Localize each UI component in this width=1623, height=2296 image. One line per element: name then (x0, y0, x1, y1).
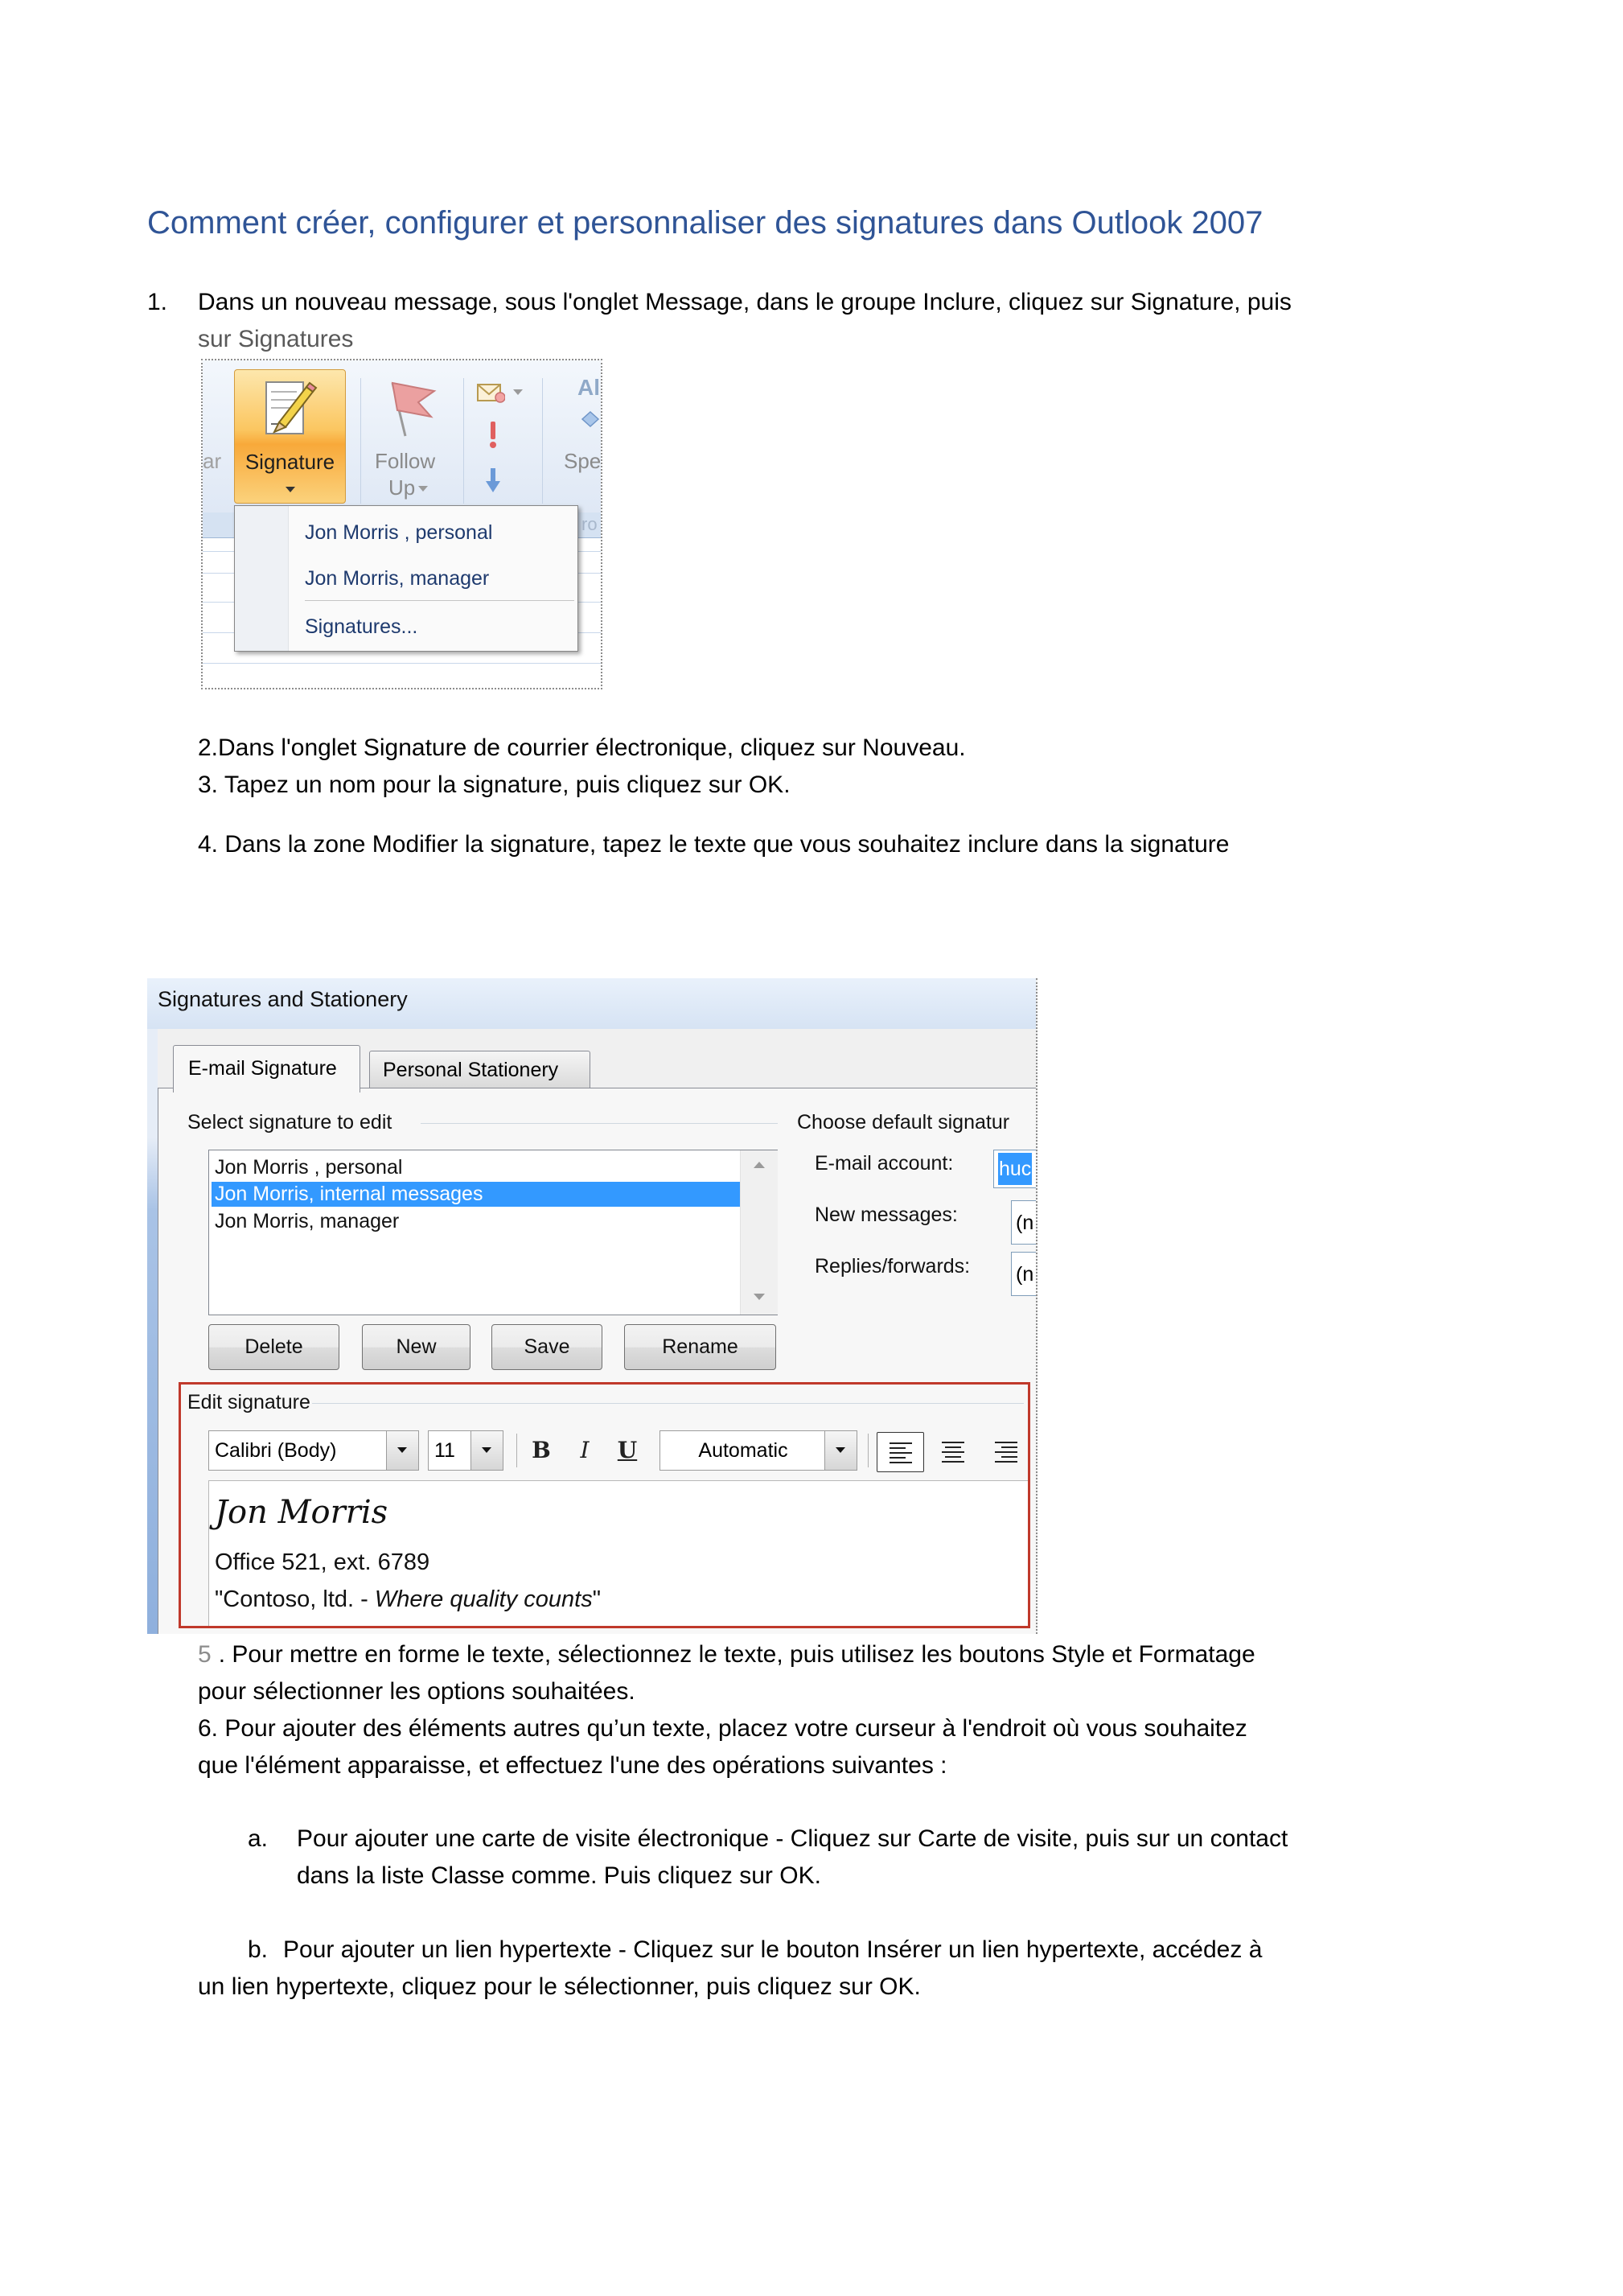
step-1-number: 1. (147, 289, 168, 315)
tab-label: Personal Stationery (383, 1059, 559, 1081)
chevron-down-icon (286, 487, 295, 492)
signature-button[interactable] (234, 369, 346, 504)
closing-quote: " (592, 1586, 601, 1612)
step-6-text-line-2: que l'élément apparaisse, et effectuez l'une des opérations suivantes : (198, 1752, 947, 1779)
step-5-number: 5 (198, 1641, 212, 1668)
follow-up-label-line-2: Up (388, 475, 416, 500)
cut-ribbon-label: Spe (564, 449, 602, 473)
signatures-dialog-screenshot (147, 978, 1037, 1634)
signature-button-label: Signature (244, 450, 335, 474)
scrollbar[interactable] (740, 1150, 778, 1315)
step-1-text-line-1: Dans un nouveau message, sous l'onglet Message, dans le groupe Inclure, cliquez sur Signature, puis (198, 289, 1292, 315)
dialog-title-bar (147, 978, 1036, 1029)
menu-item-signature-personal[interactable]: Jon Morris , personal (305, 521, 493, 544)
step-6-text-line-1: 6. Pour ajouter des éléments autres qu’un texte, placez votre curseur à l'endroit où vous souhaitez (198, 1715, 1247, 1742)
list-item-label: Jon Morris, internal messages (215, 1183, 483, 1205)
step-4-text: 4. Dans la zone Modifier la signature, tapez le texte que vous souhaitez inclure dans la signature (198, 831, 1230, 858)
select-signature-label: Select signature to edit (187, 1111, 392, 1134)
new-messages-value: (n (1016, 1212, 1034, 1234)
rename-button[interactable]: Rename (624, 1324, 776, 1370)
email-account-label: E-mail account: (815, 1152, 954, 1175)
scroll-up-icon[interactable] (754, 1162, 765, 1168)
page-title: Comment créer, configurer et personnaliser des signatures dans Outlook 2007 (147, 205, 1263, 241)
signature-dropdown-menu (234, 505, 578, 652)
delete-button[interactable]: Delete (208, 1324, 339, 1370)
window-frame-strip (147, 1029, 158, 1634)
step-5-text-line-1 (198, 1639, 1255, 1671)
choose-default-label: Choose default signatur (797, 1111, 1010, 1134)
chevron-down-icon (513, 389, 523, 395)
replies-forwards-label: Replies/forwards: (815, 1255, 971, 1278)
ribbon-separator (542, 378, 543, 504)
replies-forwards-value: (n (1016, 1263, 1034, 1286)
form-line (203, 663, 601, 664)
new-button[interactable]: New (362, 1324, 470, 1370)
ribbon-separator (360, 378, 361, 504)
follow-up-button[interactable] (368, 369, 458, 504)
tab-personal-stationery[interactable] (369, 1051, 590, 1088)
substep-b-text-line-1: Pour ajouter un lien hypertexte - Cliquez sur le bouton Insérer un lien hypertexte, accédez à (283, 1936, 1263, 1963)
company-name: "Contoso, ltd. - (215, 1586, 375, 1612)
flag-icon (381, 378, 442, 442)
step-3-text: 3. Tapez un nom pour la signature, puis cliquez sur OK. (198, 772, 791, 798)
menu-item-signature-manager[interactable]: Jon Morris, manager (305, 567, 490, 590)
envelope-icon[interactable] (476, 381, 505, 408)
step-2-text: 2.Dans l'onglet Signature de courrier électronique, cliquez sur Nouveau. (198, 734, 966, 761)
menu-gutter (235, 506, 289, 651)
email-account-select[interactable] (993, 1150, 1037, 1188)
bold-button[interactable]: B (532, 1437, 551, 1463)
font-color-value: Automatic (698, 1439, 788, 1462)
step-1-text-line-2: sur Signatures (198, 326, 354, 352)
substep-a-text-line-2: dans la liste Classe comme. Puis cliquez sur OK. (297, 1862, 821, 1889)
step-5-text: . Pour mettre en forme le texte, sélectionnez le texte, puis utilisez les boutons Style et Formatage (218, 1641, 1255, 1668)
cut-group-label: ro (581, 514, 598, 534)
substep-a-label: a. (248, 1825, 269, 1852)
save-button[interactable]: Save (491, 1324, 602, 1370)
italic-button[interactable]: I (580, 1437, 590, 1463)
chevron-down-icon (418, 486, 428, 492)
new-messages-select[interactable] (1011, 1200, 1037, 1245)
down-arrow-icon[interactable] (484, 467, 502, 498)
email-account-value: huc (998, 1153, 1032, 1185)
tab-email-signature[interactable] (173, 1045, 360, 1092)
exclamation-icon[interactable] (486, 420, 500, 455)
substep-b-text-line-2: un lien hypertexte, cliquez pour le sélectionner, puis cliquez sur OK. (198, 1973, 921, 2000)
replies-forwards-select[interactable] (1011, 1252, 1037, 1296)
signature-list[interactable] (208, 1150, 778, 1315)
group-divider (421, 1123, 778, 1124)
substep-a-text-line-1: Pour ajouter une carte de visite électronique - Cliquez sur Carte de visite, puis sur un contact (297, 1825, 1288, 1852)
signature-pencil-icon (261, 376, 319, 447)
company-slogan: Where quality counts (374, 1586, 593, 1612)
list-item[interactable]: Jon Morris, manager (215, 1210, 400, 1232)
step-5-text-line-2: pour sélectionner les options souhaitées. (198, 1678, 635, 1705)
edit-signature-label: Edit signature (187, 1391, 310, 1413)
font-size-value: 11 (434, 1439, 455, 1462)
tab-label: E-mail Signature (188, 1057, 337, 1080)
follow-up-label-line-1: Follow (375, 449, 436, 473)
edit-signature-highlight-box (179, 1382, 1030, 1628)
signature-name: Jon Morris (215, 1494, 388, 1531)
scroll-down-icon[interactable] (754, 1294, 765, 1300)
list-item-selected[interactable] (212, 1182, 742, 1207)
ribbon-separator (463, 378, 464, 504)
cut-ribbon-label: ar (203, 449, 222, 473)
cut-ribbon-label: Al (577, 375, 600, 400)
font-name-value: Calibri (Body) (215, 1439, 337, 1462)
spelling-icon (581, 410, 600, 432)
menu-separator (305, 600, 574, 601)
list-item[interactable]: Jon Morris , personal (215, 1156, 403, 1179)
substep-b-label: b. (248, 1936, 269, 1963)
new-messages-label: New messages: (815, 1204, 958, 1226)
signature-office-line: Office 521, ext. 6789 (215, 1549, 430, 1575)
underline-button[interactable]: U (617, 1437, 638, 1463)
dialog-title: Signatures and Stationery (158, 987, 408, 1011)
menu-item-signatures[interactable]: Signatures... (305, 615, 418, 638)
ribbon-screenshot (201, 359, 602, 689)
